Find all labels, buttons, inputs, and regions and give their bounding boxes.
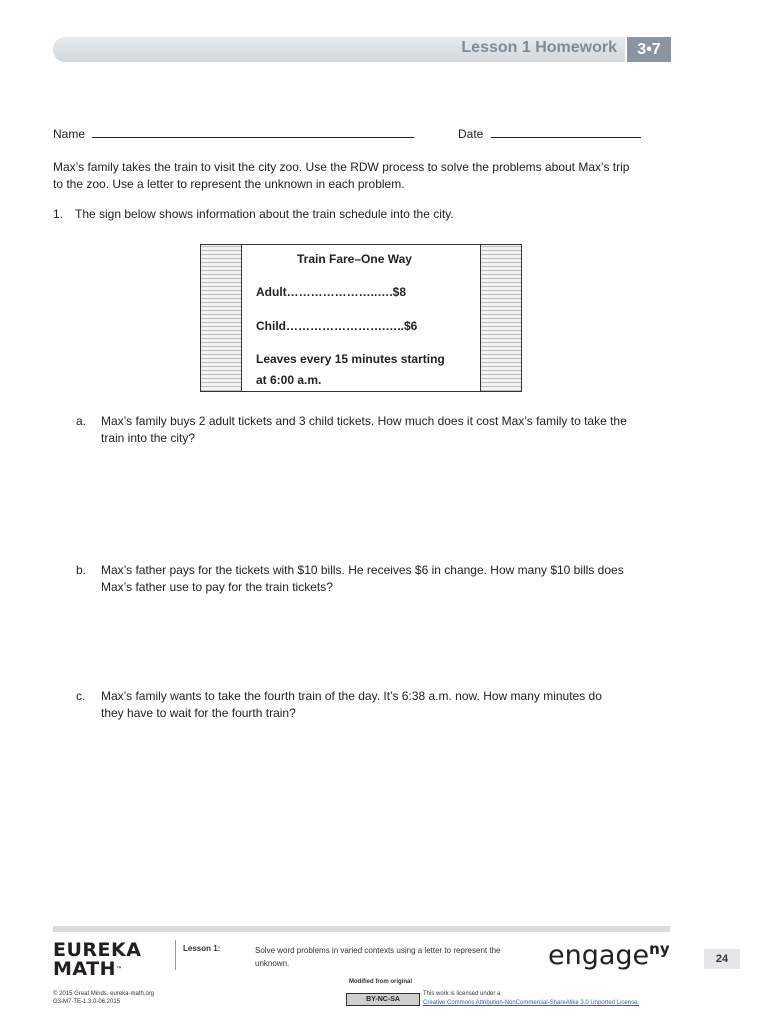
lesson-title: Lesson 1 Homework	[461, 39, 617, 56]
logo-trademark: ™	[116, 966, 123, 973]
sign-schedule-line-1: Leaves every 15 minutes starting	[256, 352, 445, 366]
modified-note: Modified from original	[349, 979, 412, 985]
part-b-letter: b.	[76, 563, 87, 577]
grade-module-badge: 3•7	[627, 37, 671, 62]
sign-right-post	[480, 245, 521, 391]
eureka-math-logo	[53, 941, 141, 979]
part-b-line-2: Max’s father use to pay for the train tickets?	[101, 580, 333, 594]
name-label: Name	[53, 127, 86, 141]
sign-adult-fare: Adult…………………..….$8	[256, 285, 407, 299]
engageny-logo	[548, 940, 670, 971]
sign-child-fare: Child…………………….…..$6	[256, 319, 418, 333]
cc-license-badge[interactable]	[346, 993, 420, 1006]
part-a-line-1: Max’s family buys 2 adult tickets and 3 child tickets. How much does it cost Max’s family to take the	[101, 414, 627, 428]
footer-divider	[175, 940, 176, 970]
engage-ny: ny	[649, 940, 670, 958]
cc-badge-text: BY-NC-SA	[366, 996, 400, 1003]
document-code: G3-M7-TE-1.3.0-06.2015	[53, 999, 121, 1005]
sign-title: Train Fare–One Way	[297, 252, 412, 266]
intro-line-1: Max’s family takes the train to visit the city zoo. Use the RDW process to solve the problems about Max’s trip	[53, 160, 630, 174]
part-b-line-1: Max’s father pays for the tickets with $10 bills. He receives $6 in change. How many $10 bills does	[101, 563, 624, 577]
part-c-letter: c.	[76, 689, 86, 703]
name-field[interactable]	[92, 125, 414, 138]
part-a-letter: a.	[76, 414, 87, 428]
part-a-line-2: train into the city?	[101, 431, 196, 445]
logo-line-2: MATH	[53, 958, 116, 980]
date-field[interactable]	[491, 125, 641, 138]
part-c-line-1: Max’s family wants to take the fourth train of the day. It’s 6:38 a.m. now. How many minutes do	[101, 689, 602, 703]
lesson-desc-line-1: Solve word problems in varied contexts using a letter to represent the	[255, 946, 501, 955]
date-label: Date	[458, 127, 484, 141]
logo-line-1: EUREKA	[53, 939, 142, 961]
engage-text: engage	[548, 940, 650, 971]
part-c-line-2: they have to wait for the fourth train?	[101, 706, 296, 720]
license-link[interactable]: Creative Commons Attribution-NonCommercial-ShareAlike 3.0 Unported License.	[423, 1000, 640, 1006]
name-row	[53, 125, 414, 143]
lesson-desc-line-2: unknown.	[255, 959, 290, 968]
lesson-label: Lesson 1:	[183, 944, 221, 953]
problem-text: The sign below shows information about the train schedule into the city.	[75, 207, 454, 221]
lesson-description	[255, 944, 500, 970]
sign-schedule-line-2: at 6:00 a.m.	[256, 373, 322, 387]
train-sign	[200, 244, 522, 392]
page-number: 24	[704, 949, 740, 969]
date-row	[458, 125, 641, 143]
footer-rule	[53, 926, 670, 932]
problem-number: 1.	[53, 207, 64, 221]
copyright: © 2015 Great Minds. eureka-math.org	[53, 991, 155, 997]
sign-left-post	[201, 245, 242, 391]
license-line-1: This work is licensed under a	[423, 991, 501, 997]
intro-line-2: to the zoo. Use a letter to represent the unknown in each problem.	[53, 177, 405, 191]
